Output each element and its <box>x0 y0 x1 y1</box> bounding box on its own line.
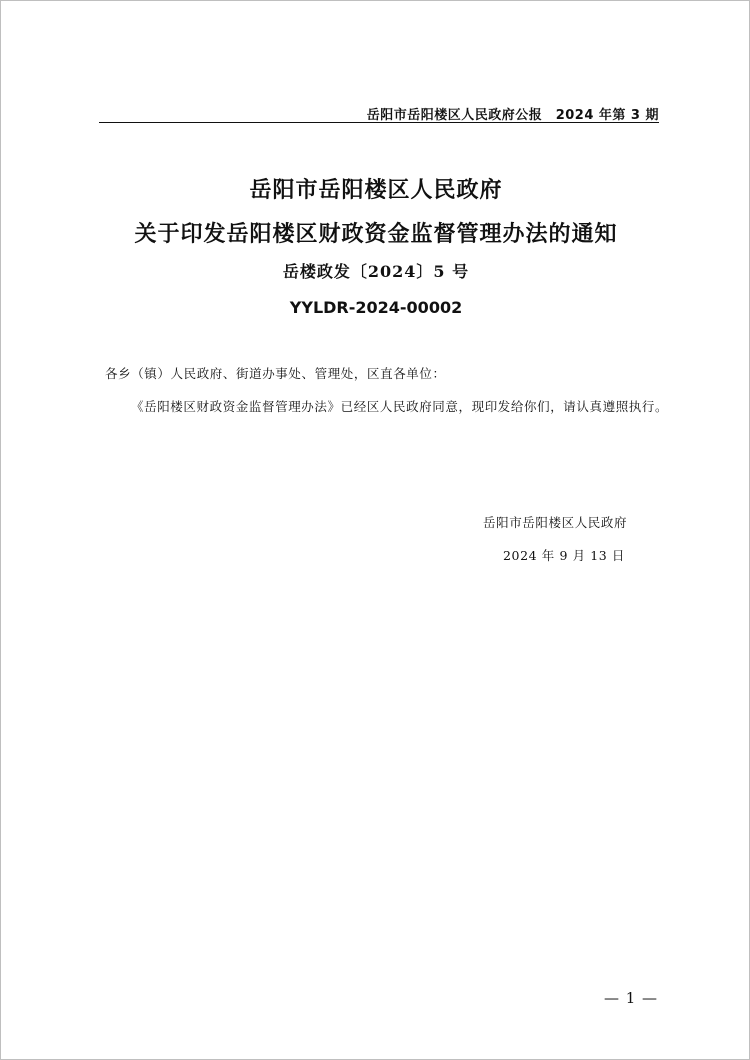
addressee: 各乡（镇）人民政府、街道办事处、管理处，区直各单位： <box>105 366 446 381</box>
header-divider <box>99 122 659 123</box>
document-title-line-2: 关于印发岳阳楼区财政资金监督管理办法的通知 <box>134 221 618 247</box>
body-paragraph: 《岳阳楼区财政资金监督管理办法》已经区人民政府同意，现印发给你们，请认真遵照执行。 <box>131 399 669 414</box>
issue-date: 2024 年 9 月 13 日 <box>503 548 626 563</box>
issuer-signature: 岳阳市岳阳楼区人民政府 <box>483 515 628 530</box>
page-number: — 1 — <box>603 989 659 1007</box>
running-header: 岳阳市岳阳楼区人民政府公报 2024 年第 3 期 <box>366 108 659 123</box>
document-number: 岳楼政发〔2024〕5 号 <box>282 262 470 281</box>
document-id: YYLDR-2024-00002 <box>289 298 463 317</box>
document-title-line-1: 岳阳市岳阳楼区人民政府 <box>249 177 503 203</box>
